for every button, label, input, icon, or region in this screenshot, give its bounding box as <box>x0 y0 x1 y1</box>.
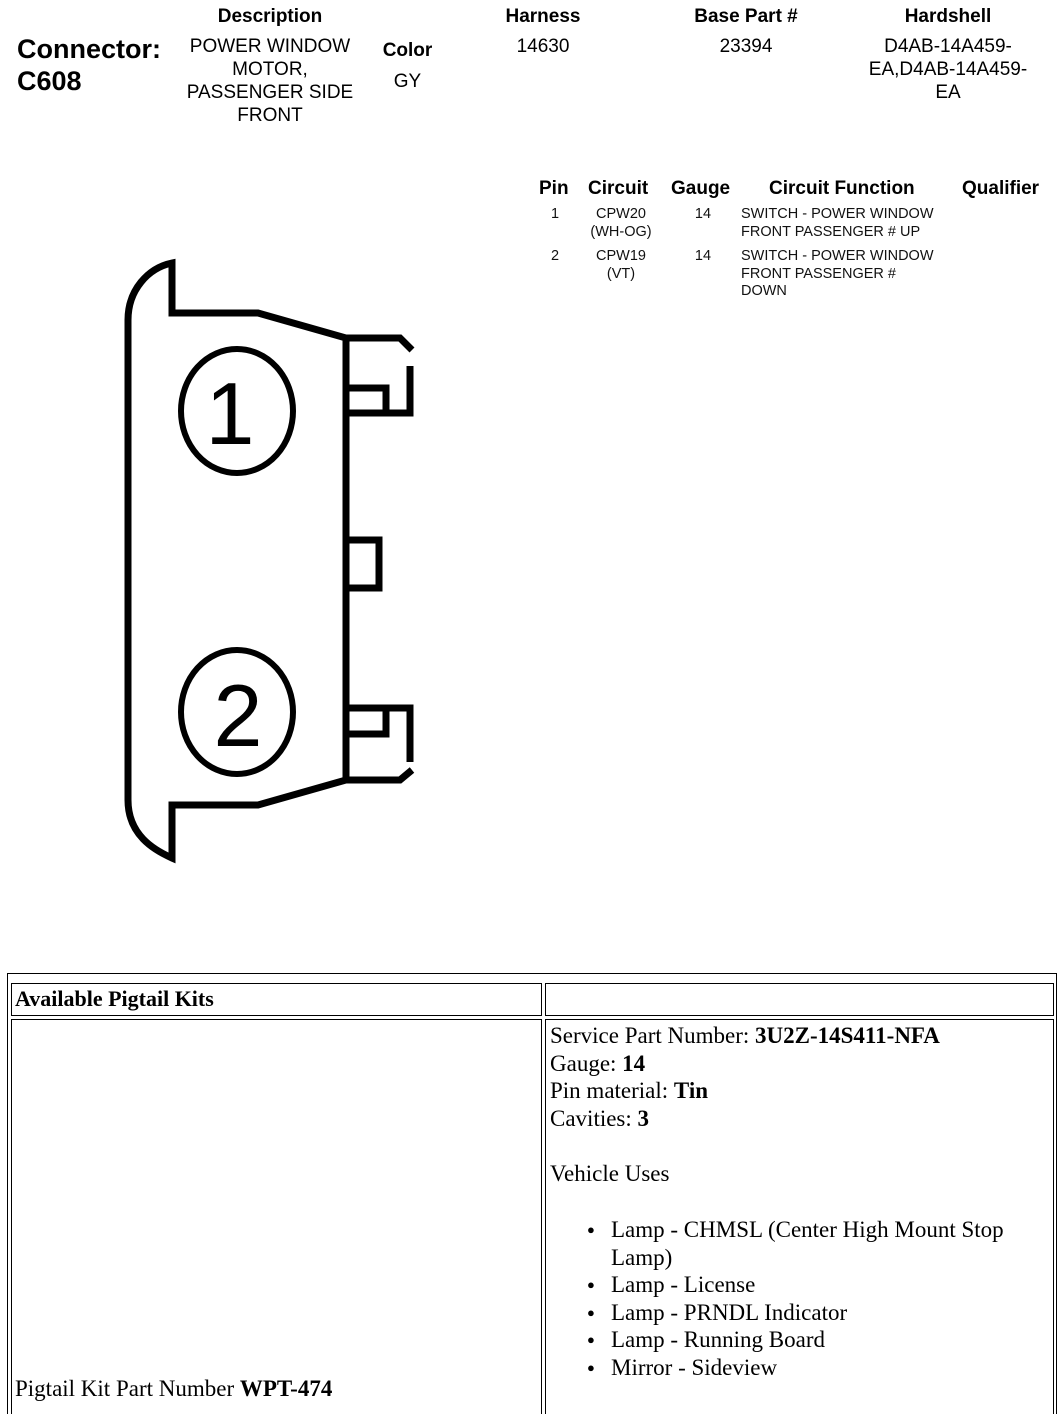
pin-function: SWITCH - POWER WINDOW FRONT PASSENGER # UP <box>741 206 934 240</box>
pin-gauge: 14 <box>694 206 712 222</box>
qualifier-col-header: Qualifier <box>962 178 1040 199</box>
pigtail-title-empty-cell <box>545 983 1054 1016</box>
list-item: ● Lamp - License <box>550 1271 1020 1299</box>
pin-1-label: 1 <box>205 364 255 463</box>
hardshell-value: D4AB-14A459- EA,D4AB-14A459- EA <box>868 36 1028 103</box>
pigtail-title: Available Pigtail Kits <box>15 986 214 1011</box>
connector-label: Connector: <box>17 34 161 64</box>
function-col-header: Circuit Function <box>769 178 915 199</box>
description-value: POWER WINDOW MOTOR, PASSENGER SIDE FRONT <box>186 36 354 126</box>
pin-material: Pin material: Tin <box>550 1078 709 1103</box>
base-part-header: Base Part # <box>694 6 798 27</box>
color-value: GY <box>393 71 422 92</box>
pin-circuit: CPW19 (VT) <box>596 248 646 282</box>
list-item: ● Lamp - Running Board <box>550 1326 1020 1354</box>
connector-face-diagram <box>0 0 540 900</box>
cavities: Cavities: 3 <box>550 1105 650 1131</box>
service-part-number: Service Part Number: 3U2Z-14S411-NFA <box>550 1023 940 1048</box>
pigtail-details <box>550 1022 1050 1381</box>
gauge-col-header: Gauge <box>671 178 731 199</box>
pin-gauge: 14 <box>694 248 712 264</box>
connector-id: C608 <box>17 66 82 96</box>
pin-function: SWITCH - POWER WINDOW FRONT PASSENGER # DOWN <box>741 248 934 299</box>
vehicle-uses-label: Vehicle Uses <box>550 1160 670 1186</box>
gauge: Gauge: 14 <box>550 1050 646 1076</box>
pigtail-kit-part-number: Pigtail Kit Part Number WPT-474 <box>15 1376 333 1401</box>
color-label: Color <box>382 40 433 61</box>
list-item: ● Mirror - Sideview <box>550 1354 1020 1382</box>
pin-col-header: Pin <box>539 178 569 199</box>
list-item: ● Lamp - PRNDL Indicator <box>550 1299 1020 1327</box>
pigtail-kit-cell <box>11 1019 542 1414</box>
harness-value: 14630 <box>516 36 570 57</box>
base-part-value: 23394 <box>719 36 773 57</box>
hardshell-header: Hardshell <box>904 6 992 27</box>
description-header: Description <box>217 6 323 27</box>
vehicle-uses-list <box>550 1216 1020 1381</box>
connector-housing-outline <box>128 263 412 858</box>
pin-number: 1 <box>550 206 560 222</box>
pin-2-label: 2 <box>213 666 263 765</box>
pin-number: 2 <box>550 248 560 264</box>
circuit-col-header: Circuit <box>588 178 649 199</box>
list-item: ● Lamp - CHMSL (Center High Mount Stop Lamp) <box>550 1216 1020 1271</box>
pin-circuit: CPW20 (WH-OG) <box>590 206 652 240</box>
harness-header: Harness <box>505 6 581 27</box>
